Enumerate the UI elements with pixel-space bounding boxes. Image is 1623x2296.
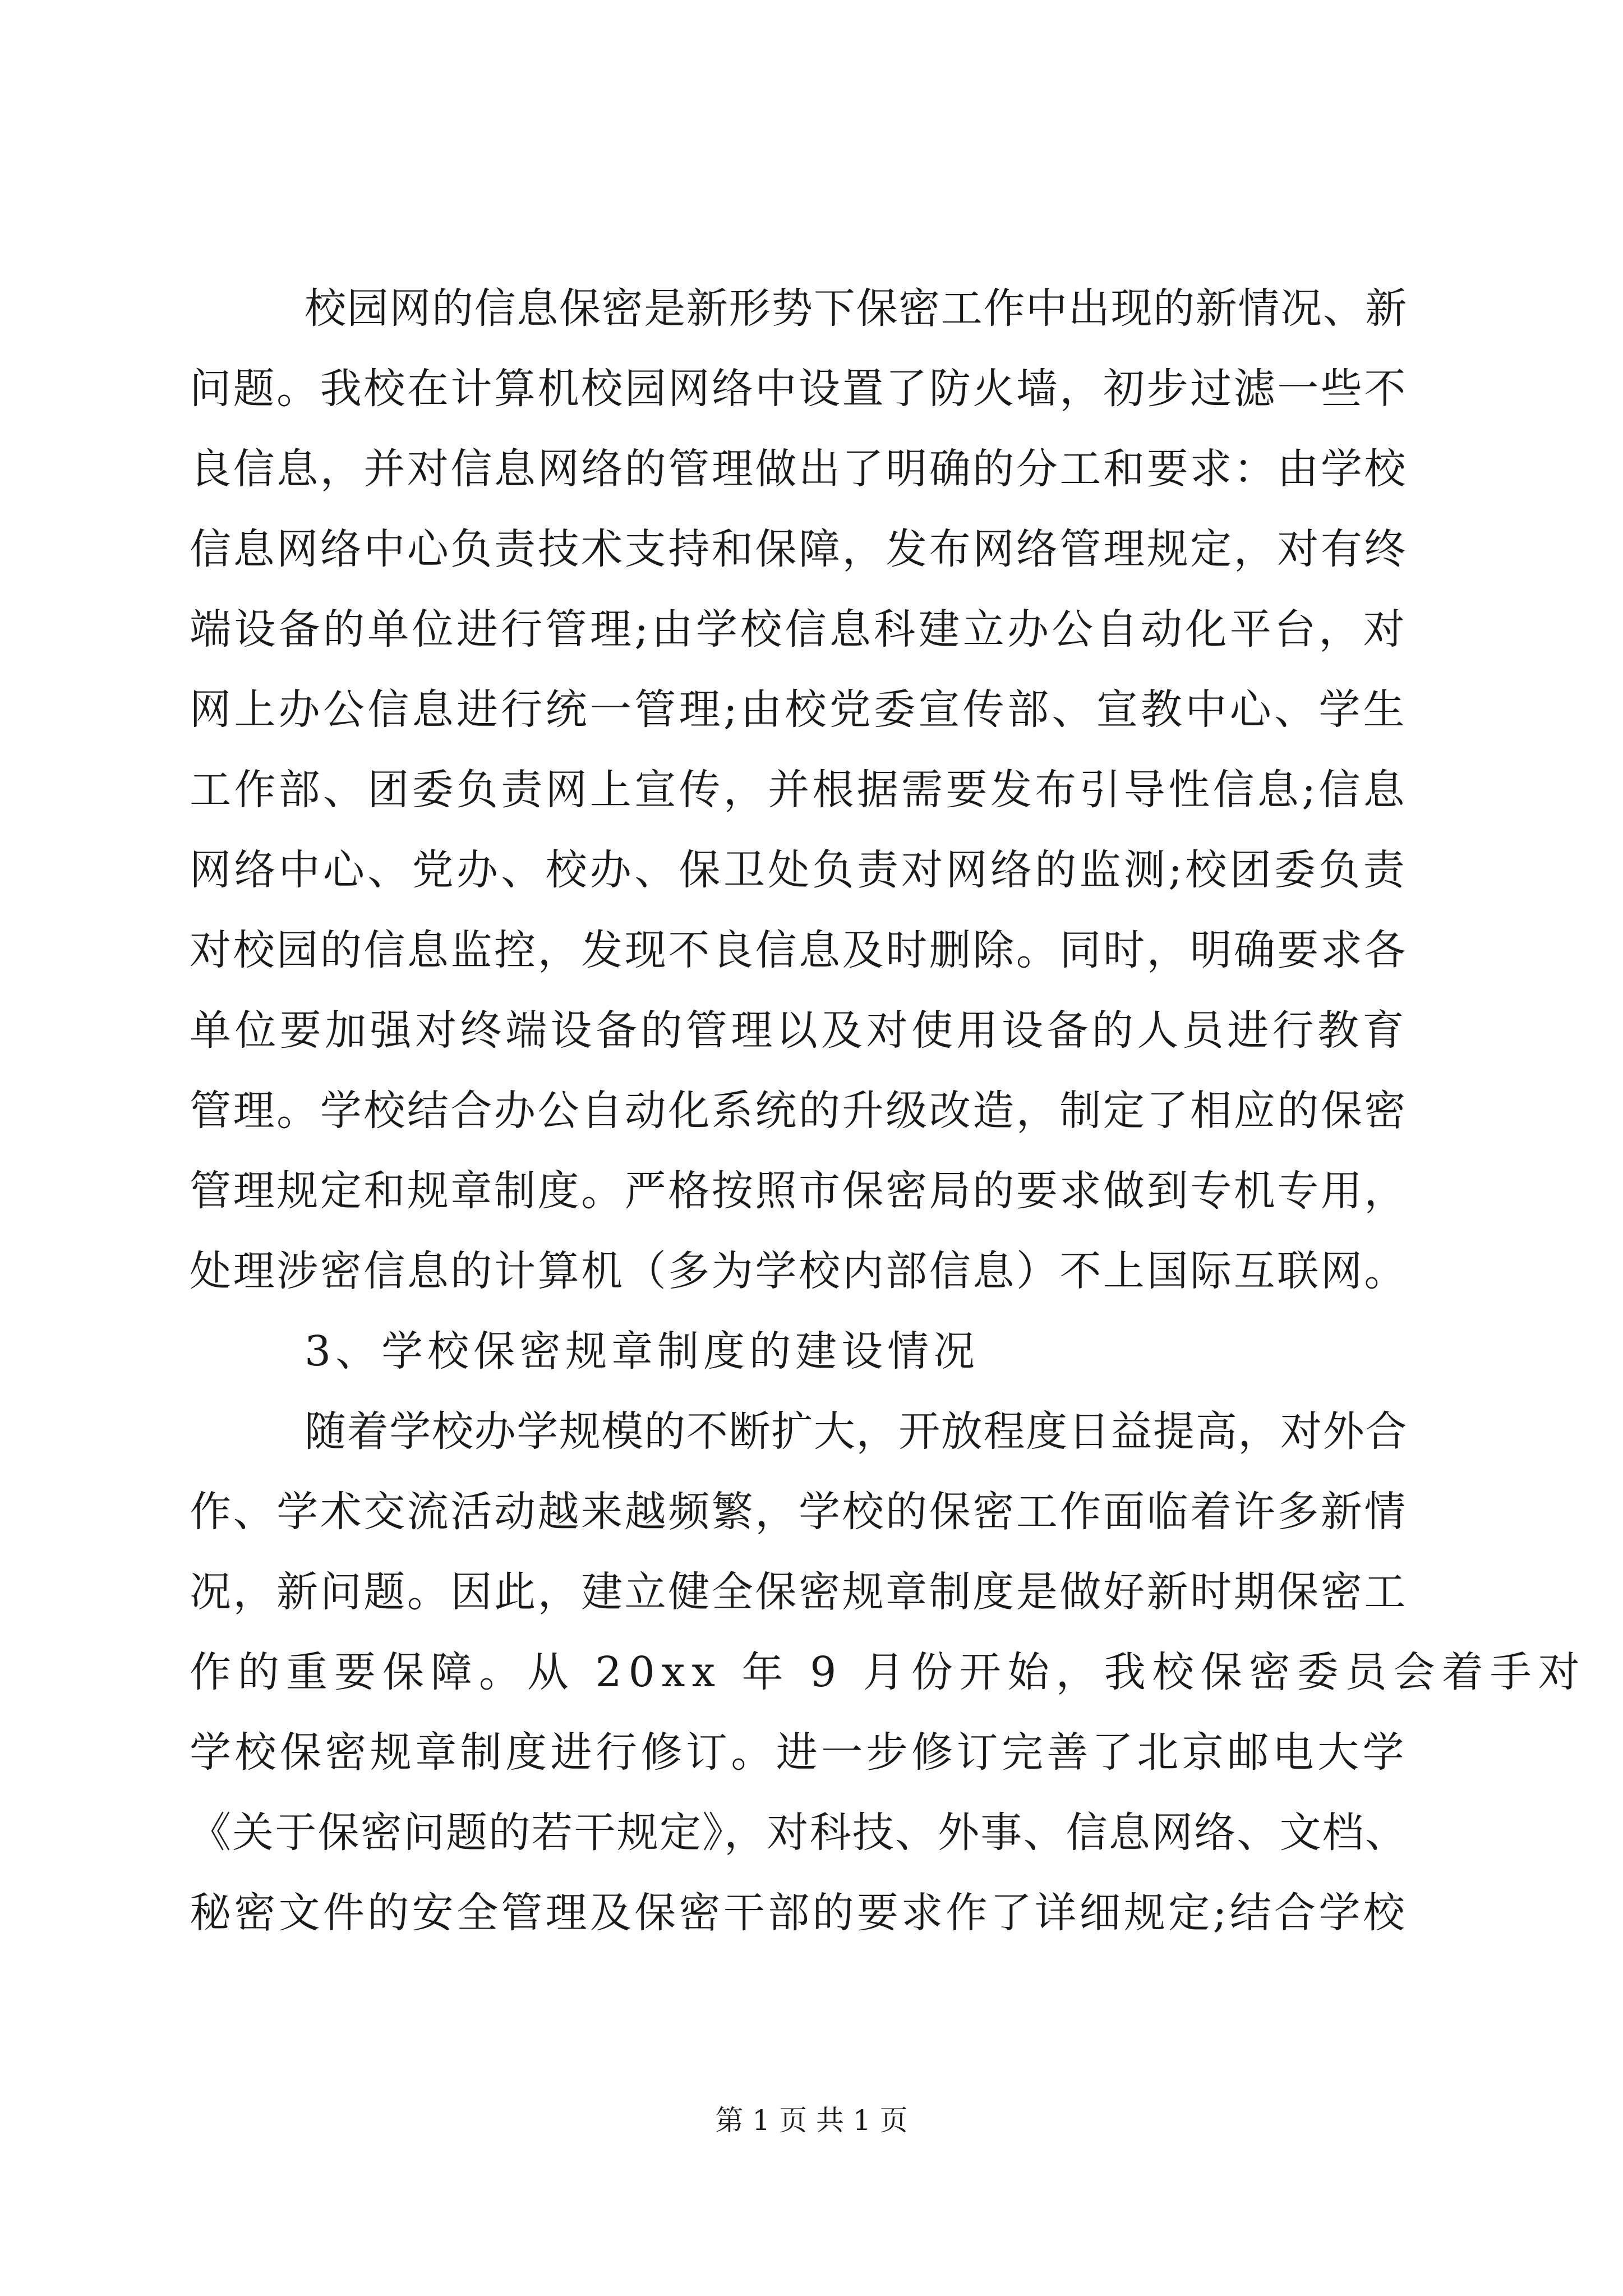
paragraph-1-line-2: 问题。我校在计算机校园网络中设置了防火墙，初步过滤一些不 bbox=[190, 365, 1408, 413]
paragraph-1-line-10: 单位要加强对终端设备的管理以及对使用设备的人员进行教育 bbox=[190, 1006, 1408, 1055]
paragraph-1-line-1: 校园网的信息保密是新形势下保密工作中出现的新情况、新 bbox=[305, 284, 1408, 333]
paragraph-1-line-11: 管理。学校结合办公自动化系统的升级改造，制定了相应的保密 bbox=[190, 1087, 1408, 1135]
paragraph-1-line-7: 工作部、团委负责网上宣传，并根据需要发布引导性信息;信息 bbox=[190, 766, 1408, 814]
paragraph-1-line-13: 处理涉密信息的计算机（多为学校内部信息）不上国际互联网。 bbox=[190, 1247, 1408, 1295]
paragraph-1-line-3: 良信息，并对信息网络的管理做出了明确的分工和要求：由学校 bbox=[190, 445, 1408, 493]
paragraph-2-line-4: 作的重要保障。从 20xx 年 9 月份开始，我校保密委员会着手对 bbox=[190, 1648, 1587, 1696]
paragraph-1-line-5: 端设备的单位进行管理;由学校信息科建立办公自动化平台，对 bbox=[190, 605, 1408, 654]
paragraph-1-line-6: 网上办公信息进行统一管理;由校党委宣传部、宣教中心、学生 bbox=[190, 685, 1408, 734]
paragraph-2-line-5: 学校保密规章制度进行修订。进一步修订完善了北京邮电大学 bbox=[190, 1728, 1408, 1777]
paragraph-1-line-9: 对校园的信息监控，发现不良信息及时删除。同时，明确要求各 bbox=[190, 926, 1408, 974]
paragraph-2-line-7: 秘密文件的安全管理及保密干部的要求作了详细规定;结合学校 bbox=[190, 1889, 1408, 1937]
paragraph-2-line-6: 《关于保密问题的若干规定》，对科技、外事、信息网络、文档、 bbox=[190, 1809, 1408, 1857]
paragraph-2-line-2: 作、学术交流活动越来越频繁，学校的保密工作面临着许多新情 bbox=[190, 1488, 1408, 1536]
paragraph-2-line-1: 随着学校办学规模的不断扩大，开放程度日益提高，对外合 bbox=[305, 1407, 1408, 1456]
page-number-footer: 第 1 页 共 1 页 bbox=[715, 2104, 908, 2137]
paragraph-1-line-8: 网络中心、党办、校办、保卫处负责对网络的监测;校团委负责 bbox=[190, 846, 1408, 894]
paragraph-1-line-12: 管理规定和规章制度。严格按照市保密局的要求做到专机专用， bbox=[190, 1167, 1408, 1215]
paragraph-1-line-4: 信息网络中心负责技术支持和保障，发布网络管理规定，对有终 bbox=[190, 525, 1408, 573]
section-heading: 3、学校保密规章制度的建设情况 bbox=[305, 1327, 980, 1375]
paragraph-2-line-3: 况，新问题。因此，建立健全保密规章制度是做好新时期保密工 bbox=[190, 1568, 1408, 1616]
